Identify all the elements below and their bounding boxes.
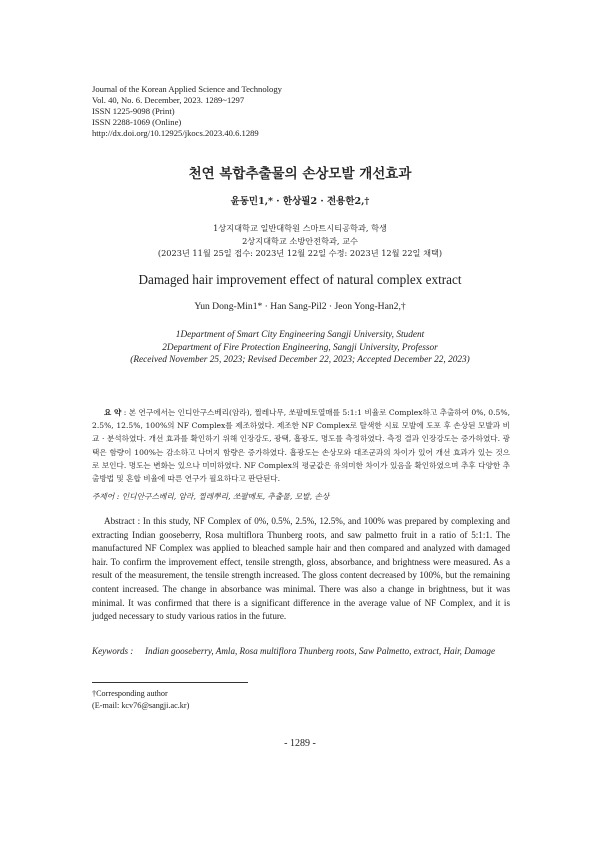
- journal-issn-online: ISSN 2288-1069 (Online): [92, 117, 182, 127]
- english-affiliation-1: 1Department of Smart City Engineering Sangji University, Student: [175, 330, 425, 340]
- korean-keywords: 주제어 : 인디안구스베리, 암라, 찔레뿌리, 쏘팔메토, 추출물, 모발, 손상: [92, 492, 330, 501]
- korean-affiliation-1: 1상지대학교 일반대학원 스마트시티공학과, 학생: [213, 223, 387, 233]
- korean-affiliations: [0, 222, 600, 260]
- english-keywords-label: Keywords :: [92, 646, 134, 656]
- korean-abstract-text: : 본 연구에서는 인디안구스베리(암라), 찔레나무, 쏘팔메토열매를 5:1:1 비율로 Complex하고 추출하여 0%, 0.5%, 2.5%, 12.5%, 100%의 NF Complex를 제조하였다. 제조한 NF Complex로 탈색한 시료 모발에 도포 후 손상된 모발과 비교 · 분석하였다. 개선 효과를 확인하기 위해 인장강도, 광택, 흡광도, 명도를 측정하였다. 측정 결과 인장강도는 증가하였다. 광택은 함량이 100%는 감소하고 나머지 함량은 증가하였다. 흡광도는 손상모와 대조군과의 차이가 있어 개선 효과가 있는 것으로 보인다. 명도는 변화는 있으나 미미하였다. NF Complex의 평균값은 유의미한 차이가 있음을 확인하였으며 추후 다양한 추출방법 및 혼합 비율에 따른 연구가 필요하다고 판단된다.: [92, 408, 510, 484]
- corresponding-author: †Corresponding author: [92, 689, 168, 698]
- korean-dates: (2023년 11월 25일 접수: 2023년 12월 22일 수정: 2023년 12월 22일 채택): [157, 248, 443, 258]
- footnote-divider: [92, 682, 248, 683]
- page-number: - 1289 -: [284, 738, 316, 749]
- korean-authors: 윤동민1,* · 한상필2 · 전용한2,†: [230, 196, 370, 207]
- english-affiliations: [0, 329, 600, 367]
- english-abstract-label: Abstract: [104, 516, 135, 526]
- journal-name: Journal of the Korean Applied Science and Technology: [92, 84, 282, 94]
- english-keywords-text: Indian gooseberry, Amla, Rosa multiflora Thunberg roots, Saw Palmetto, extract, Hair, Damage: [145, 646, 496, 656]
- journal-issn-print: ISSN 1225-9098 (Print): [92, 106, 175, 116]
- english-abstract-text: : In this study, NF Complex of 0%, 0.5%, 2.5%, 12.5%, and 100% was prepared by complexing and extracting Indian gooseberry, Rosa multiflora Thunberg roots, and saw palmetto fruit in a ratio of 5:1:1. The manufactured NF Complex was applied to bleached sample hair and then compared and analyzed with damaged hair. To confirm the improvement effect, tensile strength, gloss, absorbance, and brightness were measured. As a result of the measurement, the tensile strength increased. The gloss content decreased by 100%, but the remaining content increased. The change in absorbance was minimal. There was also a change in brightness, but it was minimal. It was confirmed that there is a significant difference in the average value of NF Complex, and it is judged necessary to study various ratios in the future.: [92, 516, 510, 622]
- english-affiliation-2: 2Department of Fire Protection Engineering, Sangji University, Professor: [162, 342, 438, 353]
- english-abstract: [92, 515, 510, 624]
- korean-title: 천연 복합추출물의 손상모발 개선효과: [188, 166, 412, 182]
- journal-header: [92, 84, 282, 139]
- journal-doi: http://dx.doi.org/10.12925/jkocs.2023.40.6.1289: [92, 128, 259, 138]
- corresponding-email: (E-mail: kcv76@sangji.ac.kr): [92, 701, 190, 710]
- journal-volume: Vol. 40, No. 6. December, 2023. 1289~1297: [92, 95, 245, 105]
- korean-abstract: [92, 406, 510, 485]
- english-title: Damaged hair improvement effect of natural complex extract: [138, 272, 462, 287]
- korean-affiliation-2: 2상지대학교 소방안전학과, 교수: [242, 235, 358, 246]
- english-keywords: [92, 645, 510, 658]
- footnote: [92, 688, 189, 712]
- english-dates: (Received November 25, 2023; Revised December 22, 2023; Accepted December 22, 2023): [130, 355, 470, 365]
- korean-abstract-label: 요 약: [104, 408, 122, 417]
- english-authors: Yun Dong-Min1* · Han Sang-Pil2 · Jeon Yong-Han2,†: [194, 301, 406, 312]
